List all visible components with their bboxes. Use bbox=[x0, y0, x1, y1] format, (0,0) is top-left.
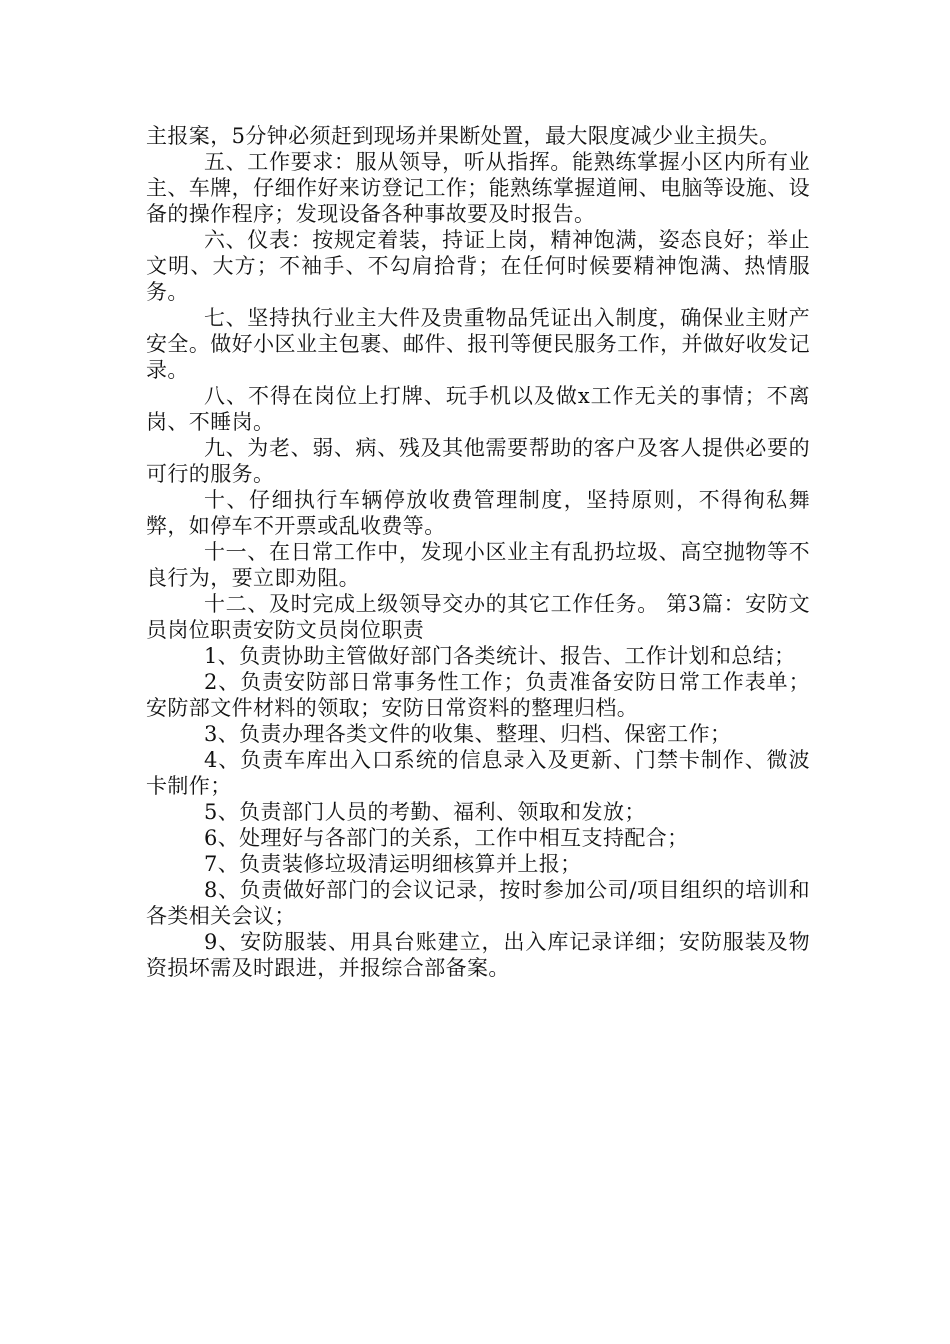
paragraph-item-6: 六、仪表：按规定着装，持证上岗，精神饱满，姿态良好；举止文明、大方；不袖手、不勾肩拾背；在任何时候要精神饱满、热情服务。 bbox=[146, 228, 810, 304]
duty-item-1: 1、负责协助主管做好部门各类统计、报告、工作计划和总结； bbox=[204, 644, 796, 668]
paragraph-item-7: 七、坚持执行业主大件及贵重物品凭证出入制度，确保业主财产安全。做好小区业主包裹、邮件、报刊等便民服务工作，并做好收发记录。 bbox=[146, 306, 810, 382]
duty-item-5: 5、负责部门人员的考勤、福利、领取和发放； bbox=[204, 800, 646, 824]
duty-item-6: 6、处理好与各部门的关系，工作中相互支持配合； bbox=[204, 826, 689, 850]
paragraph-item-12-and-section-3-title: 十二、及时完成上级领导交办的其它工作任务。 第3篇：安防文员岗位职责安防文员岗位职责 bbox=[146, 592, 810, 642]
duty-item-7: 7、负责装修垃圾清运明细核算并上报； bbox=[204, 852, 582, 876]
paragraph-continuation: 主报案，5分钟必须赶到现场并果断处置，最大限度减少业主损失。 bbox=[146, 124, 781, 148]
paragraph-item-10: 十、仔细执行车辆停放收费管理制度，坚持原则，不得徇私舞弊，如停车不开票或乱收费等。 bbox=[146, 488, 810, 538]
duty-item-2: 2、负责安防部日常事务性工作；负责准备安防日常工作表单；安防部文件材料的领取；安防日常资料的整理归档。 bbox=[146, 670, 810, 720]
paragraph-item-11: 十一、在日常工作中，发现小区业主有乱扔垃圾、高空抛物等不良行为，要立即劝阻。 bbox=[146, 540, 810, 590]
duty-item-3: 3、负责办理各类文件的收集、整理、归档、保密工作； bbox=[204, 722, 732, 746]
paragraph-item-9: 九、为老、弱、病、残及其他需要帮助的客户及客人提供必要的可行的服务。 bbox=[146, 436, 810, 486]
paragraph-item-5: 五、工作要求：服从领导，听从指挥。能熟练掌握小区内所有业主、车牌，仔细作好来访登记工作；能熟练掌握道闸、电脑等设施、设备的操作程序；发现设备各种事故要及时报告。 bbox=[146, 150, 810, 226]
duty-item-4: 4、负责车库出入口系统的信息录入及更新、门禁卡制作、微波卡制作； bbox=[146, 748, 810, 798]
duty-item-9: 9、安防服装、用具台账建立，出入库记录详细；安防服装及物资损坏需及时跟进，并报综合部备案。 bbox=[146, 930, 810, 980]
paragraph-item-8: 八、不得在岗位上打牌、玩手机以及做x工作无关的事情；不离岗、不睡岗。 bbox=[146, 384, 810, 434]
duty-item-8: 8、负责做好部门的会议记录，按时参加公司/项目组织的培训和各类相关会议； bbox=[146, 878, 810, 928]
document-body bbox=[146, 123, 810, 981]
